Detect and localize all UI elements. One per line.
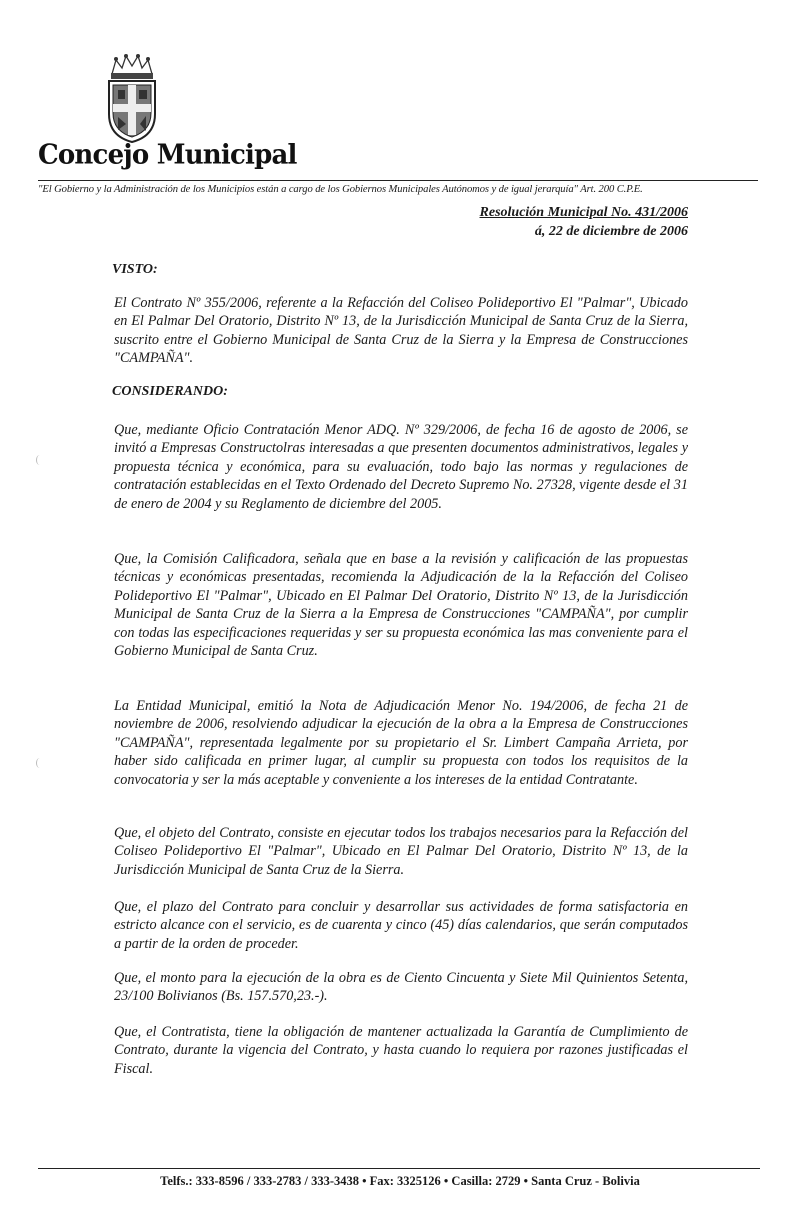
header-divider: [38, 180, 758, 181]
paragraph-6: Que, el plazo del Contrato para concluir y desarrollar sus actividades de forma satisfactoria en estricto alcance con el servicio, es de cuarenta y cinco (45) días calendarios, que serán computados a partir de la orden de proceder.: [114, 899, 688, 952]
paragraph-2: Que, mediante Oficio Contratación Menor ADQ. Nº 329/2006, de fecha 16 de agosto de 2006, se invitó a Empresas Constructolras interesadas a que presenten documentos administrativos, legales y propuesta técnica y económica, para su evaluación, todo bajo las normas y regulaciones de contratación establecidas en el Texto Ordenado del Decreto Supremo No. 27328, vigente desde el 31 de enero de 2004 y su Reglamento de diciembre del 2005.: [114, 422, 688, 512]
footer-divider: [38, 1168, 760, 1169]
paragraph-4: La Entidad Municipal, emitió la Nota de Adjudicación Menor No. 194/2006, de fecha 21 de noviembre de 2006, resolviendo adjudicar la ejecución de la obra a la Empresa de Construcciones "CAMPAÑA", representada legalmente por su propietario el Sr. Limbert Campaña Arrieta, por haber sido calificada en primer lugar, al cumplir su propuesta con todos los requisitos de la convocatoria y ser la más aceptable y conveniente a los intereses de la entidad Contratante.: [114, 698, 688, 788]
paragraph-5: Que, el objeto del Contrato, consiste en ejecutar todos los trabajos necesarios para la Refacción del Coliseo Polideportivo El "Palmar", Ubicado en El Palmar Del Oratorio, Distrito Nº 13, de la Jurisdicción Municipal de Santa Cruz de la Sierra.: [114, 825, 688, 878]
paragraph-8: Que, el Contratista, tiene la obligación de mantener actualizada la Garantía de Cumplimiento de Contrato, durante la vigencia del Contrato, y hasta cuando lo requiera por razones justificadas el Fiscal.: [114, 1024, 688, 1077]
section-heading-considerando: CONSIDERANDO:: [112, 384, 228, 399]
scan-speck: [36, 455, 43, 465]
paragraph-1: El Contrato Nº 355/2006, referente a la Refacción del Coliseo Polideportivo El "Palmar", Ubicado en El Palmar Del Oratorio, Distrito Nº 13, de la Jurisdicción Municipal de Santa Cruz de la Sierra, suscrito entre el Gobierno Municipal de Santa Cruz de la Sierra y la Empresa de Construcciones "CAMPAÑA".: [114, 295, 688, 367]
scan-speck: [36, 758, 43, 768]
page-title: Concejo Municipal: [38, 139, 297, 171]
header-motto: "El Gobierno y la Administración de los Municipios están a cargo de los Gobiernos Municipales Autónomos y de igual jerarquía" Art. 200 C.P.E.: [38, 184, 643, 195]
section-heading-visto: VISTO:: [112, 262, 158, 277]
resolution-date: á, 22 de diciembre de 2006: [534, 224, 688, 239]
resolution-number: Resolución Municipal No. 431/2006: [479, 205, 688, 220]
footer-contact: Telfs.: 333-8596 / 333-2783 / 333-3438 • Fax: 3325126 • Casilla: 2729 • Santa Cruz - Bolivia: [160, 1174, 640, 1188]
paragraph-3: Que, la Comisión Calificadora, señala que en base a la revisión y calificación de las propuestas técnicas y económicas presentadas, recomienda la Adjudicación de la la Refacción del Coliseo Polideportivo El "Palmar", Ubicado en El Palmar Del Oratorio, Distrito Nº 13, de la Jurisdicción Municipal de Santa Cruz de la Sierra a la Empresa de Construcciones "CAMPAÑA", por cumplir con todas las especificaciones requeridas y ser su propuesta económica las mas conveniente para el Gobierno Municipal de Santa Cruz.: [114, 551, 688, 660]
paragraph-7: Que, el monto para la ejecución de la obra es de Ciento Cincuenta y Siete Mil Quinientos Setenta, 23/100 Bolivianos (Bs. 157.570,23.-).: [114, 970, 688, 1005]
coat-of-arms-icon: [104, 52, 160, 144]
